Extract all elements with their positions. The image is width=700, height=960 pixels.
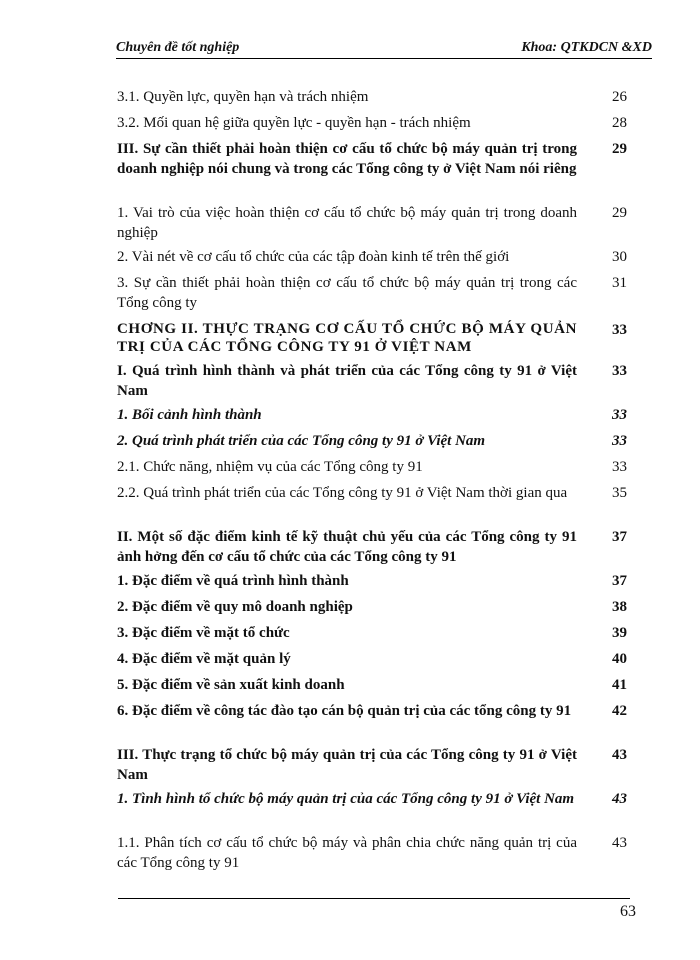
toc-entry xyxy=(117,273,627,313)
toc-entry-page: 40 xyxy=(612,651,627,667)
toc-entry-page: 29 xyxy=(612,205,627,221)
toc-entry-title: 5. Đặc điểm về sản xuất kinh doanh xyxy=(117,677,345,693)
toc-entry-title: 2. Vài nét về cơ cấu tổ chức của các tập đoàn kinh tế trên thế giới xyxy=(117,249,510,265)
toc-entry-page: 33 xyxy=(612,407,627,423)
toc-entry-page: 33 xyxy=(612,363,627,379)
toc-entry xyxy=(117,457,627,477)
toc-entry xyxy=(117,431,627,451)
toc-entry xyxy=(117,113,627,133)
toc-entry xyxy=(117,405,627,425)
toc-entry xyxy=(117,247,627,267)
toc-entry-title: 1.1. Phân tích cơ cấu tổ chức bộ máy và phân chia chức năng quản trị của các Tổng công ty 91 xyxy=(117,835,577,871)
toc-entry xyxy=(117,623,627,643)
toc-entry-page: 43 xyxy=(612,835,627,851)
toc-entry xyxy=(117,87,627,107)
toc-entry xyxy=(117,571,627,591)
toc-entry-title: II. Một số đặc điểm kinh tế kỹ thuật chủ yếu của các Tổng công ty 91 ảnh hởng đến cơ cấu tổ chức của các Tổng công ty 91 xyxy=(117,529,577,565)
toc-entry-page: 37 xyxy=(612,529,627,545)
toc-entry-page: 42 xyxy=(612,703,627,719)
toc-entry-page: 43 xyxy=(612,791,627,807)
toc-entry-title: 1. Tình hình tổ chức bộ máy quản trị của các Tổng công ty 91 ở Việt Nam xyxy=(117,791,575,807)
toc-entry-title: 3.1. Quyền lực, quyền hạn và trách nhiệm xyxy=(117,89,369,105)
toc-chapter-entry xyxy=(117,320,627,356)
toc-entry xyxy=(117,701,627,721)
toc-entry-title: 1. Vai trò của việc hoàn thiện cơ cấu tổ chức bộ máy quản trị trong doanh nghiệp xyxy=(117,205,577,241)
toc-entry-title: III. Sự cần thiết phải hoàn thiện cơ cấu tổ chức bộ máy quản trị trong doanh nghiệp nói chung và trong các Tổng công ty ở Việt Nam nói riêng xyxy=(117,141,577,177)
toc-entry-title: 3.2. Mối quan hệ giữa quyền lực - quyền hạn - trách nhiệm xyxy=(117,115,471,131)
toc-entry-page: 33 xyxy=(612,433,627,449)
toc-entry xyxy=(117,745,627,785)
toc-entry-page: 30 xyxy=(612,249,627,265)
toc-entry-title: 2.2. Quá trình phát triển của các Tổng công ty 91 ở Việt Nam thời gian qua xyxy=(117,485,568,501)
toc-entry-title: 3. Sự cần thiết phải hoàn thiện cơ cấu tổ chức bộ máy quản trị trong các Tổng công ty xyxy=(117,275,577,311)
toc-entry-page: 38 xyxy=(612,599,627,615)
toc-entry xyxy=(117,483,627,503)
toc-entry xyxy=(117,833,627,873)
toc-entry-title: 4. Đặc điểm về mặt quản lý xyxy=(117,651,291,667)
toc-entry-title: 3. Đặc điểm về mặt tổ chức xyxy=(117,625,290,641)
toc-entry-page: 43 xyxy=(612,747,627,763)
header-right-title: Khoa: QTKDCN &XD xyxy=(521,40,652,55)
toc-entry xyxy=(117,649,627,669)
toc-entry-title: 1. Đặc điểm về quá trình hình thành xyxy=(117,573,349,589)
toc-entry-page: 41 xyxy=(612,677,627,693)
toc-entry xyxy=(117,361,627,401)
toc-entry xyxy=(117,203,627,243)
toc-entry-page: 31 xyxy=(612,275,627,291)
toc-entry-page: 37 xyxy=(612,573,627,589)
toc-entry xyxy=(117,789,627,809)
toc-entry-title: 6. Đặc điểm về công tác đào tạo cán bộ quản trị của các tổng công ty 91 xyxy=(117,703,572,719)
toc-entry-title: I. Quá trình hình thành và phát triển của các Tổng công ty 91 ở Việt Nam xyxy=(117,363,577,399)
toc-entry-page: 33 xyxy=(612,322,627,338)
toc-entry xyxy=(117,139,627,179)
page-number: 63 xyxy=(620,903,636,920)
toc-entry-page: 28 xyxy=(612,115,627,131)
toc-entry-page: 33 xyxy=(612,459,627,475)
page-header xyxy=(116,38,652,59)
toc-entry-title: 2.1. Chức năng, nhiệm vụ của các Tổng công ty 91 xyxy=(117,459,423,475)
toc-entry-title: 2. Đặc điểm về quy mô doanh nghiệp xyxy=(117,599,353,615)
toc-entry-title: CHƠNG II. THỰC TRẠNG CƠ CẤU TỔ CHỨC BỘ MÁY QUẢN TRỊ CỦA CÁC TỔNG CÔNG TY 91 Ở VIỆT NAM xyxy=(117,321,577,355)
toc-entry xyxy=(117,527,627,567)
toc-entry-page: 26 xyxy=(612,89,627,105)
toc-entry xyxy=(117,597,627,617)
header-left-title: Chuyên đề tốt nghiệp xyxy=(116,40,240,55)
toc-entry-page: 29 xyxy=(612,141,627,157)
toc-entry-title: 1. Bối cảnh hình thành xyxy=(117,407,262,423)
toc-entry-title: 2. Quá trình phát triển của các Tổng công ty 91 ở Việt Nam xyxy=(117,433,486,449)
toc-entry-page: 35 xyxy=(612,485,627,501)
toc-entry-page: 39 xyxy=(612,625,627,641)
footer-divider xyxy=(118,898,630,899)
toc-entry-title: III. Thực trạng tổ chức bộ máy quản trị của các Tổng công ty 91 ở Việt Nam xyxy=(117,747,577,783)
toc-entry xyxy=(117,675,627,695)
